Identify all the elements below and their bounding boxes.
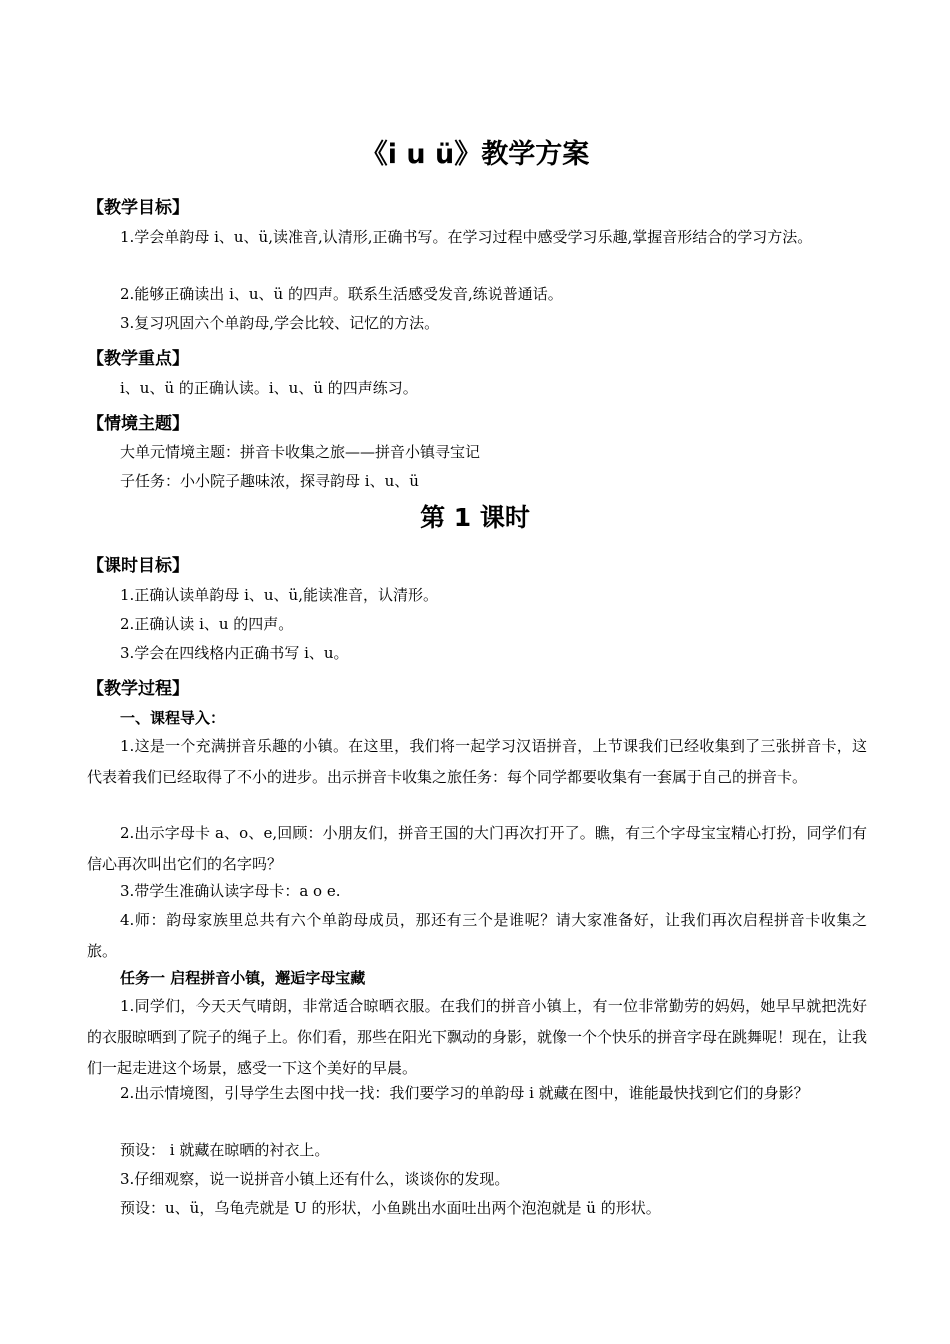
section-heading-goals: 【教学目标】 [87,198,189,218]
paragraph-intro-1: 1.这是一个充满拼音乐趣的小镇。在这里，我们将一起学习汉语拼音，上节课我们已经收集到了三张拼音卡，这代表着我们已经取得了不小的进步。出示拼音卡收集之旅任务：每个同学都要收集有一套属于自己的拼音卡。 [87,737,867,786]
paragraph-goal-2: 2.能够正确读出 i、u、ü 的四声。联系生活感受发音,练说普通话。 [120,285,563,303]
paragraph-intro-4: 4.师：韵母家族里总共有六个单韵母成员，那还有三个是谁呢？请大家准备好，让我们再次启程拼音卡收集之旅。 [87,911,867,960]
subheading-task-1: 任务一 启程拼音小镇，邂逅字母宝藏 [120,969,366,987]
section-heading-theme: 【情境主题】 [87,414,189,434]
document-title: 《i u ü》教学方案 [360,139,590,170]
paragraph-lesson-goal-2: 2.正确认读 i、u 的四声。 [120,615,294,633]
lesson-title: 第 1 课时 [420,503,530,532]
paragraph-goal-1: 1.学会单韵母 i、u、ü,读准音,认清形,正确书写。在学习过程中感受学习乐趣,掌握音形结合的学习方法。 [120,228,813,246]
paragraph-task1-4: 3.仔细观察，说一说拼音小镇上还有什么，谈谈你的发现。 [120,1170,510,1188]
subheading-intro: 一、课程导入： [120,709,226,727]
paragraph-task1-5: 预设：u、ü，乌龟壳就是 U 的形状，小鱼跳出水面吐出两个泡泡就是 ü 的形状。 [120,1199,661,1217]
section-heading-process: 【教学过程】 [87,679,189,699]
paragraph-intro-2: 2.出示字母卡 a、o、e,回顾：小朋友们，拼音王国的大门再次打开了。瞧，有三个字母宝宝精心打扮，同学们有信心再次叫出它们的名字吗？ [87,824,867,873]
paragraph-task1-3: 预设： i 就藏在晾晒的衬衣上。 [120,1141,330,1159]
paragraph-lesson-goal-1: 1.正确认读单韵母 i、u、ü,能读准音，认清形。 [120,586,438,604]
paragraph-focus-1: i、u、ü 的正确认读。i、u、ü 的四声练习。 [120,379,418,397]
paragraph-task1-2: 2.出示情境图，引导学生去图中找一找：我们要学习的单韵母 i 就藏在图中，谁能最快找到它们的身影？ [120,1084,809,1102]
paragraph-theme-1: 大单元情境主题：拼音卡收集之旅——拼音小镇寻宝记 [120,443,481,461]
section-heading-focus: 【教学重点】 [87,349,189,369]
section-heading-lesson-goals: 【课时目标】 [87,556,189,576]
paragraph-goal-3: 3.复习巩固六个单韵母,学会比较、记忆的方法。 [120,314,440,332]
paragraph-lesson-goal-3: 3.学会在四线格内正确书写 i、u。 [120,644,349,662]
paragraph-task1-1: 1.同学们，今天天气晴朗，非常适合晾晒衣服。在我们的拼音小镇上，有一位非常勤劳的妈妈，她早早就把洗好的衣服晾晒到了院子的绳子上。你们看，那些在阳光下飘动的身影，就像一个个快乐的拼音字母在跳舞呢！现在，让我们一起走进这个场景，感受一下这个美好的早晨。 [87,997,868,1077]
paragraph-intro-3: 3.带学生准确认读字母卡：a o e. [120,882,341,900]
paragraph-theme-2: 子任务：小小院子趣味浓，探寻韵母 i、u、ü [120,472,419,490]
